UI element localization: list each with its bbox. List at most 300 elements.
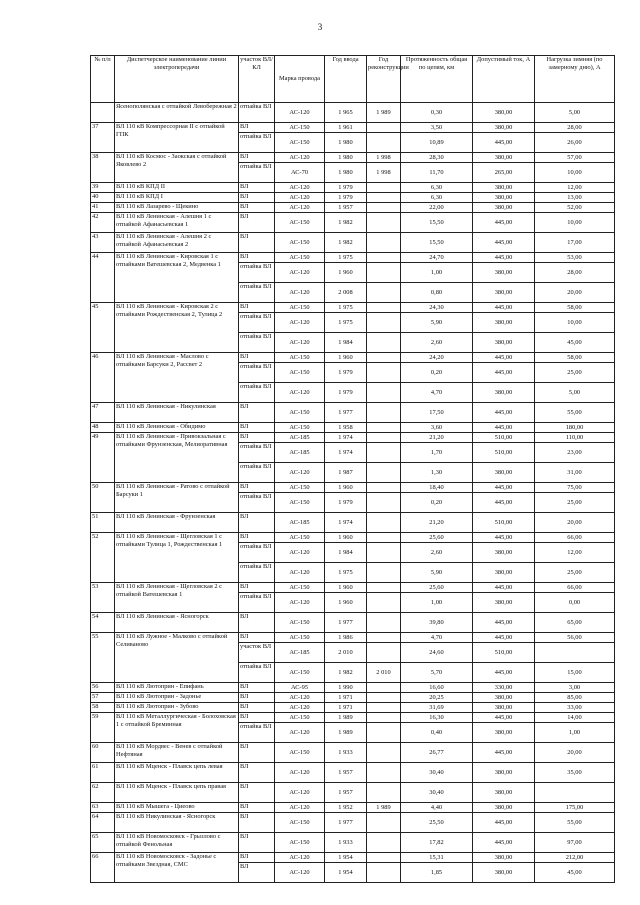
cell-wire-mark: АС-120 <box>275 563 325 583</box>
cell-line-name: ВЛ 110 кВ Ленинская - Фрунзенская <box>115 513 239 533</box>
cell-section-type: отпайка ВЛ <box>239 723 275 743</box>
cell-year-built: 1 974 <box>325 433 367 443</box>
cell-wire-mark: АС-150 <box>275 403 325 423</box>
cell-wire-mark: АС-120 <box>275 763 325 783</box>
cell-wire-mark: АС-120 <box>275 783 325 803</box>
cell-allowed-current: 445,00 <box>473 813 535 833</box>
cell-year-rebuilt: 1 998 <box>367 153 401 163</box>
cell-line-name: ВЛ 110 кВ Ленинская - Ясногорск <box>115 613 239 633</box>
cell-section-type: ВЛ <box>239 633 275 643</box>
cell-length: 4,40 <box>401 803 473 813</box>
cell-line-name: ВЛ 110 кВ Лютоприн - Зубово <box>115 703 239 713</box>
cell-year-built: 1 987 <box>325 463 367 483</box>
cell-length: 15,31 <box>401 853 473 863</box>
cell-section-type: ВЛ <box>239 233 275 253</box>
cell-wire-mark: АС-150 <box>275 833 325 853</box>
cell-section-type: ВЛ <box>239 213 275 233</box>
table-row <box>91 353 615 363</box>
cell-num: 52 <box>91 533 115 583</box>
cell-num: 66 <box>91 853 115 883</box>
cell-line-name: ВЛ 110 кВ Ленинская - Маслово с отпайками Барсуки 2, Рассвет 2 <box>115 353 239 403</box>
cell-wire-mark: АС-150 <box>275 813 325 833</box>
cell-line-name: ВЛ 110 кВ КПД I <box>115 193 239 203</box>
cell-section-type: ВЛ <box>239 303 275 313</box>
header-year-built: Год ввода <box>325 56 367 103</box>
cell-section-type: ВЛ <box>239 763 275 783</box>
cell-section-type: ВЛ <box>239 813 275 833</box>
cell-allowed-current: 380,00 <box>473 783 535 803</box>
header-row <box>91 56 615 103</box>
cell-section-type: ВЛ <box>239 613 275 633</box>
cell-year-rebuilt <box>367 683 401 693</box>
cell-allowed-current: 445,00 <box>473 403 535 423</box>
cell-num: 63 <box>91 803 115 813</box>
cell-line-name: ВЛ 110 кВ Никулинская - Ясногорск <box>115 813 239 833</box>
table-row <box>91 513 615 533</box>
cell-num: 61 <box>91 763 115 783</box>
cell-winter-load: 1,00 <box>535 723 615 743</box>
cell-length: 24,60 <box>401 643 473 663</box>
cell-year-built: 1 980 <box>325 133 367 153</box>
cell-length: 15,50 <box>401 213 473 233</box>
cell-section-type: ВЛ <box>239 353 275 363</box>
cell-num: 62 <box>91 783 115 803</box>
cell-section-type: ВЛ <box>239 183 275 193</box>
table-row <box>91 633 615 643</box>
cell-wire-mark: АС-120 <box>275 863 325 883</box>
cell-length: 0,30 <box>401 103 473 123</box>
cell-allowed-current: 445,00 <box>473 833 535 853</box>
cell-length: 1,70 <box>401 443 473 463</box>
cell-year-built: 1 989 <box>325 713 367 723</box>
cell-section-type: отпайка ВЛ <box>239 333 275 353</box>
cell-wire-mark: АС-185 <box>275 443 325 463</box>
cell-length: 24,20 <box>401 353 473 363</box>
cell-wire-mark: АС-150 <box>275 213 325 233</box>
cell-year-built: 1 979 <box>325 383 367 403</box>
cell-allowed-current: 380,00 <box>473 283 535 303</box>
cell-length: 3,50 <box>401 123 473 133</box>
table-row <box>91 423 615 433</box>
cell-allowed-current: 380,00 <box>473 123 535 133</box>
cell-num: 46 <box>91 353 115 403</box>
cell-wire-mark: АС-150 <box>275 123 325 133</box>
cell-line-name: ВЛ 110 кВ Космос - Заокская с отпайкой Яковлево 2 <box>115 153 239 183</box>
cell-length: 3,60 <box>401 423 473 433</box>
cell-num: 47 <box>91 403 115 423</box>
cell-length: 30,40 <box>401 783 473 803</box>
cell-wire-mark: АС-150 <box>275 713 325 723</box>
cell-length: 4,70 <box>401 383 473 403</box>
cell-line-name: ВЛ 110 кВ Ленинская - Никулинская <box>115 403 239 423</box>
cell-wire-mark: АС-120 <box>275 333 325 353</box>
cell-line-name: ВЛ 110 кВ Ленинская - Обидимо <box>115 423 239 433</box>
cell-wire-mark: АС-150 <box>275 133 325 153</box>
cell-section-type: отпайка ВЛ <box>239 283 275 303</box>
cell-winter-load: 56,00 <box>535 633 615 643</box>
cell-section-type: ВЛ <box>239 693 275 703</box>
cell-section-type: ВЛ <box>239 853 275 863</box>
cell-section-type: ВЛ <box>239 703 275 713</box>
cell-winter-load: 180,00 <box>535 423 615 433</box>
cell-line-name: ВЛ 110 кВ Ленинская - Алешня 1 с отпайкой Афанасьевская 1 <box>115 213 239 233</box>
cell-length: 6,30 <box>401 183 473 193</box>
table-row <box>91 683 615 693</box>
cell-wire-mark: АС-120 <box>275 703 325 713</box>
cell-line-name: ВЛ 110 кВ Лужное - Малково с отпайкой Селиваново <box>115 633 239 683</box>
cell-year-rebuilt <box>367 703 401 713</box>
cell-allowed-current: 380,00 <box>473 723 535 743</box>
cell-length: 5,70 <box>401 663 473 683</box>
cell-wire-mark: АС-185 <box>275 513 325 533</box>
cell-length: 24,70 <box>401 253 473 263</box>
cell-section-type: отпайка ВЛ <box>239 133 275 153</box>
cell-length: 21,20 <box>401 433 473 443</box>
cell-year-rebuilt <box>367 583 401 593</box>
cell-section-type: ВЛ <box>239 483 275 493</box>
cell-allowed-current: 380,00 <box>473 333 535 353</box>
cell-length: 17,50 <box>401 403 473 423</box>
cell-winter-load: 13,00 <box>535 193 615 203</box>
table-row <box>91 803 615 813</box>
cell-year-rebuilt: 1 989 <box>367 803 401 813</box>
cell-year-built: 1 990 <box>325 683 367 693</box>
cell-year-rebuilt <box>367 203 401 213</box>
cell-winter-load: 20,00 <box>535 513 615 533</box>
cell-year-built: 1 980 <box>325 153 367 163</box>
cell-allowed-current: 445,00 <box>473 483 535 493</box>
header-winter-load: Нагрузка зимняя (по замерному дню), А <box>535 56 615 103</box>
cell-winter-load: 3,00 <box>535 683 615 693</box>
cell-wire-mark: АС-150 <box>275 483 325 493</box>
cell-year-built: 1 977 <box>325 613 367 633</box>
cell-length: 11,70 <box>401 163 473 183</box>
cell-winter-load: 52,00 <box>535 203 615 213</box>
cell-winter-load: 75,00 <box>535 483 615 493</box>
cell-wire-mark: АС-120 <box>275 383 325 403</box>
cell-year-rebuilt <box>367 263 401 283</box>
cell-year-rebuilt <box>367 123 401 133</box>
cell-section-type: отпайка ВЛ <box>239 663 275 683</box>
cell-year-rebuilt <box>367 423 401 433</box>
cell-line-name: ВЛ 110 кВ Ленинская - Щегловская 2 с отпайкой Ватешевская 1 <box>115 583 239 613</box>
cell-num <box>91 103 115 123</box>
cell-num: 49 <box>91 433 115 483</box>
header-num: № п/п <box>91 56 115 103</box>
cell-length: 20,25 <box>401 693 473 703</box>
cell-year-built: 1 980 <box>325 163 367 183</box>
table-row <box>91 403 615 423</box>
cell-section-type: ВЛ <box>239 433 275 443</box>
cell-allowed-current: 380,00 <box>473 803 535 813</box>
cell-year-rebuilt <box>367 463 401 483</box>
cell-section-type: ВЛ <box>239 743 275 763</box>
cell-allowed-current: 380,00 <box>473 703 535 713</box>
cell-allowed-current: 380,00 <box>473 593 535 613</box>
cell-wire-mark: АС-95 <box>275 683 325 693</box>
cell-year-rebuilt <box>367 363 401 383</box>
cell-winter-load: 65,00 <box>535 613 615 633</box>
cell-num: 40 <box>91 193 115 203</box>
table-row <box>91 103 615 123</box>
cell-length: 18,40 <box>401 483 473 493</box>
cell-year-built: 1 989 <box>325 723 367 743</box>
cell-year-rebuilt <box>367 853 401 863</box>
cell-year-rebuilt <box>367 513 401 533</box>
cell-winter-load: 23,00 <box>535 443 615 463</box>
cell-year-rebuilt <box>367 533 401 543</box>
cell-allowed-current: 380,00 <box>473 103 535 123</box>
cell-num: 44 <box>91 253 115 303</box>
cell-section-type: ВЛ <box>239 253 275 263</box>
cell-year-built: 1 957 <box>325 203 367 213</box>
cell-length: 31,69 <box>401 703 473 713</box>
table-row <box>91 853 615 863</box>
cell-year-built: 1 960 <box>325 583 367 593</box>
cell-winter-load: 175,00 <box>535 803 615 813</box>
cell-winter-load: 212,00 <box>535 853 615 863</box>
cell-year-built: 1 974 <box>325 443 367 463</box>
cell-year-built: 1 975 <box>325 253 367 263</box>
cell-year-built: 1 982 <box>325 213 367 233</box>
cell-section-type: ВЛ <box>239 203 275 213</box>
cell-section-type: ВЛ <box>239 783 275 803</box>
cell-allowed-current: 510,00 <box>473 643 535 663</box>
cell-allowed-current: 445,00 <box>473 303 535 313</box>
cell-length: 1,30 <box>401 463 473 483</box>
cell-line-name: ВЛ 110 кВ Ленинская - Кировская 2 с отпайками Рождественская 2, Тулица 2 <box>115 303 239 353</box>
table-row <box>91 153 615 163</box>
cell-wire-mark: АС-120 <box>275 103 325 123</box>
cell-year-rebuilt <box>367 693 401 703</box>
cell-winter-load: 57,00 <box>535 153 615 163</box>
cell-year-rebuilt <box>367 783 401 803</box>
table-row <box>91 763 615 783</box>
cell-wire-mark: АС-120 <box>275 723 325 743</box>
cell-length: 30,40 <box>401 763 473 783</box>
cell-wire-mark: АС-150 <box>275 233 325 253</box>
cell-winter-load: 20,00 <box>535 743 615 763</box>
cell-wire-mark: АС-150 <box>275 423 325 433</box>
cell-year-rebuilt <box>367 303 401 313</box>
cell-winter-load: 58,00 <box>535 303 615 313</box>
cell-year-rebuilt <box>367 483 401 493</box>
cell-year-rebuilt <box>367 213 401 233</box>
table-row <box>91 303 615 313</box>
cell-winter-load: 25,00 <box>535 563 615 583</box>
cell-num: 37 <box>91 123 115 153</box>
cell-num: 55 <box>91 633 115 683</box>
cell-year-built: 1 961 <box>325 123 367 133</box>
cell-year-rebuilt <box>367 133 401 153</box>
cell-winter-load: 58,00 <box>535 353 615 363</box>
cell-winter-load: 5,00 <box>535 103 615 123</box>
power-lines-table <box>90 55 615 883</box>
cell-allowed-current: 445,00 <box>473 743 535 763</box>
cell-year-built: 1 975 <box>325 303 367 313</box>
cell-year-built: 1 952 <box>325 803 367 813</box>
cell-allowed-current: 445,00 <box>473 213 535 233</box>
cell-winter-load: 26,00 <box>535 133 615 153</box>
cell-allowed-current: 445,00 <box>473 363 535 383</box>
cell-length: 5,90 <box>401 563 473 583</box>
cell-wire-mark: АС-120 <box>275 693 325 703</box>
cell-length: 0,40 <box>401 723 473 743</box>
cell-section-type: ВЛ <box>239 533 275 543</box>
cell-year-rebuilt <box>367 633 401 643</box>
cell-length: 26,77 <box>401 743 473 763</box>
cell-num: 45 <box>91 303 115 353</box>
cell-year-rebuilt <box>367 233 401 253</box>
cell-line-name: ВЛ 110 кВ Ленинская - Кировская 1 с отпайками Ватешевская 2, Медвенка 1 <box>115 253 239 303</box>
cell-winter-load: 85,00 <box>535 693 615 703</box>
header-name: Диспетчерское наименование линии электропередачи <box>115 56 239 103</box>
cell-year-rebuilt <box>367 713 401 723</box>
cell-wire-mark: АС-120 <box>275 193 325 203</box>
cell-year-rebuilt <box>367 353 401 363</box>
cell-wire-mark: АС-120 <box>275 853 325 863</box>
cell-winter-load: 12,00 <box>535 543 615 563</box>
table-row <box>91 433 615 443</box>
cell-winter-load: 25,00 <box>535 493 615 513</box>
cell-section-type: отпайка ВЛ <box>239 103 275 123</box>
cell-year-built: 1 979 <box>325 183 367 193</box>
cell-winter-load: 97,00 <box>535 833 615 853</box>
cell-num: 42 <box>91 213 115 233</box>
cell-allowed-current: 445,00 <box>473 613 535 633</box>
cell-year-rebuilt <box>367 333 401 353</box>
cell-section-type: отпайка ВЛ <box>239 563 275 583</box>
cell-line-name: ВЛ 110 кВ Лазарево - Щекино <box>115 203 239 213</box>
cell-num: 54 <box>91 613 115 633</box>
cell-section-type: отпайка ВЛ <box>239 543 275 563</box>
cell-line-name: ВЛ 110 кВ Компрессорная II с отпайкой ГПК <box>115 123 239 153</box>
cell-line-name: ВЛ 110 кВ Мценск - Плавск цепь правая <box>115 783 239 803</box>
cell-allowed-current: 380,00 <box>473 863 535 883</box>
cell-length: 0,20 <box>401 493 473 513</box>
cell-allowed-current: 380,00 <box>473 563 535 583</box>
cell-year-built: 1 957 <box>325 763 367 783</box>
cell-section-type: ВЛ <box>239 193 275 203</box>
cell-wire-mark: АС-150 <box>275 663 325 683</box>
cell-year-rebuilt <box>367 253 401 263</box>
cell-year-built: 1 958 <box>325 423 367 433</box>
table-body <box>91 103 615 883</box>
cell-year-built: 1 971 <box>325 703 367 713</box>
cell-year-rebuilt <box>367 443 401 463</box>
cell-length: 1,85 <box>401 863 473 883</box>
cell-year-rebuilt <box>367 433 401 443</box>
cell-length: 4,70 <box>401 633 473 643</box>
cell-section-type: ВЛ <box>239 713 275 723</box>
cell-allowed-current: 380,00 <box>473 463 535 483</box>
cell-allowed-current: 445,00 <box>473 233 535 253</box>
cell-wire-mark: АС-150 <box>275 363 325 383</box>
cell-length: 25,60 <box>401 583 473 593</box>
table-row <box>91 713 615 723</box>
cell-wire-mark: АС-150 <box>275 253 325 263</box>
cell-year-built: 1 960 <box>325 533 367 543</box>
cell-winter-load: 10,00 <box>535 313 615 333</box>
cell-wire-mark: АС-120 <box>275 593 325 613</box>
table-row <box>91 743 615 763</box>
cell-winter-load: 66,00 <box>535 533 615 543</box>
cell-line-name: Ясенополянская с отпайкой Левобережная 2 <box>115 103 239 123</box>
cell-num: 50 <box>91 483 115 513</box>
cell-line-name: ВЛ 110 кВ Лютоприн - Епифань <box>115 683 239 693</box>
cell-year-built: 1 986 <box>325 633 367 643</box>
cell-winter-load: 45,00 <box>535 333 615 353</box>
cell-section-type: ВЛ <box>239 153 275 163</box>
cell-allowed-current: 445,00 <box>473 633 535 643</box>
cell-wire-mark: АС-150 <box>275 353 325 363</box>
cell-wire-mark: АС-120 <box>275 283 325 303</box>
table-row <box>91 813 615 833</box>
cell-winter-load: 31,00 <box>535 463 615 483</box>
cell-winter-load: 28,00 <box>535 263 615 283</box>
cell-allowed-current: 380,00 <box>473 853 535 863</box>
cell-winter-load: 17,00 <box>535 233 615 253</box>
cell-wire-mark: АС-120 <box>275 263 325 283</box>
cell-winter-load: 53,00 <box>535 253 615 263</box>
cell-length: 6,30 <box>401 193 473 203</box>
cell-allowed-current: 445,00 <box>473 253 535 263</box>
cell-year-rebuilt <box>367 643 401 663</box>
cell-line-name: ВЛ 110 кВ Ленинская - Ратово с отпайкой Барсуки 1 <box>115 483 239 513</box>
table-row <box>91 203 615 213</box>
cell-wire-mark: АС-150 <box>275 533 325 543</box>
cell-line-name: ВЛ 110 кВ Мышега - Циеово <box>115 803 239 813</box>
cell-year-built: 1 982 <box>325 233 367 253</box>
cell-num: 58 <box>91 703 115 713</box>
cell-allowed-current: 380,00 <box>473 543 535 563</box>
cell-section-type: отпайка ВЛ <box>239 363 275 383</box>
header-wire: Марка провода <box>275 56 325 103</box>
cell-length: 28,30 <box>401 153 473 163</box>
cell-year-rebuilt <box>367 863 401 883</box>
table-row <box>91 613 615 633</box>
cell-section-type: отпайка ВЛ <box>239 313 275 333</box>
cell-winter-load: 0,00 <box>535 593 615 613</box>
cell-year-rebuilt <box>367 193 401 203</box>
cell-section-type: ВЛ <box>239 583 275 593</box>
cell-year-rebuilt <box>367 183 401 193</box>
cell-year-built: 1 984 <box>325 333 367 353</box>
cell-length: 1,00 <box>401 263 473 283</box>
cell-allowed-current: 510,00 <box>473 513 535 533</box>
cell-section-type: отпайка ВЛ <box>239 593 275 613</box>
cell-year-built: 2 008 <box>325 283 367 303</box>
cell-year-built: 1 965 <box>325 103 367 123</box>
cell-year-rebuilt <box>367 813 401 833</box>
cell-year-rebuilt <box>367 563 401 583</box>
cell-year-built: 1 933 <box>325 833 367 853</box>
cell-allowed-current: 380,00 <box>473 693 535 703</box>
cell-allowed-current: 445,00 <box>473 423 535 433</box>
cell-length: 21,20 <box>401 513 473 533</box>
table-row <box>91 193 615 203</box>
cell-wire-mark: АС-70 <box>275 163 325 183</box>
table-row <box>91 583 615 593</box>
cell-length: 10,89 <box>401 133 473 153</box>
cell-length: 25,60 <box>401 533 473 543</box>
cell-allowed-current: 380,00 <box>473 153 535 163</box>
cell-year-rebuilt <box>367 833 401 853</box>
cell-length: 0,20 <box>401 363 473 383</box>
cell-winter-load: 20,00 <box>535 283 615 303</box>
cell-allowed-current: 380,00 <box>473 193 535 203</box>
cell-length: 16,60 <box>401 683 473 693</box>
